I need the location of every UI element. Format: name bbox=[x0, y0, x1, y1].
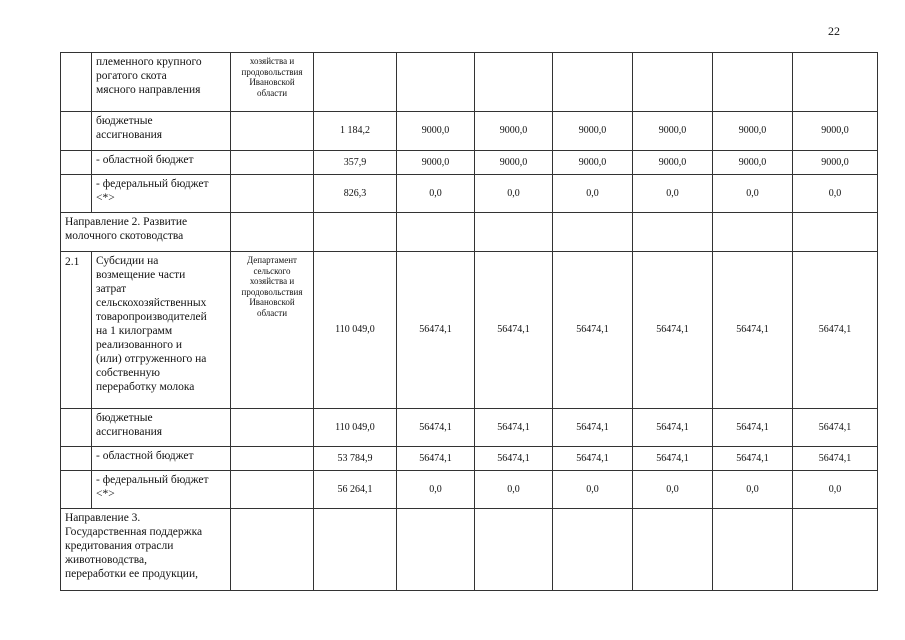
index-cell bbox=[61, 151, 92, 175]
value-cell: 1 184,2 bbox=[314, 112, 397, 151]
value-cell: 9000,0 bbox=[793, 151, 878, 175]
executor-cell bbox=[231, 112, 314, 151]
measure-name: - областной бюджет bbox=[96, 154, 194, 166]
value-cell: 56474,1 bbox=[475, 409, 553, 447]
table-row bbox=[61, 471, 878, 509]
executor-cell bbox=[231, 471, 314, 509]
value-cell: 53 784,9 bbox=[314, 447, 397, 471]
value-cell: 9000,0 bbox=[475, 151, 553, 175]
value-cell bbox=[397, 509, 475, 591]
table-row bbox=[61, 213, 878, 252]
table-row bbox=[61, 175, 878, 213]
measure-name: бюджетные ассигнования bbox=[96, 115, 163, 141]
measure-name: племенного крупного рогатого скота мясного направления bbox=[96, 56, 202, 96]
measure-name: - областной бюджет bbox=[96, 450, 194, 462]
value-cell: 56474,1 bbox=[397, 409, 475, 447]
value-cell bbox=[633, 509, 713, 591]
value-cell: 56474,1 bbox=[397, 252, 475, 409]
measure-name-cell bbox=[92, 112, 231, 151]
measure-name-cell bbox=[92, 151, 231, 175]
value-cell: 56474,1 bbox=[397, 447, 475, 471]
value-cell bbox=[475, 213, 553, 252]
executor-cell bbox=[231, 447, 314, 471]
table-row bbox=[61, 509, 878, 591]
value-cell: 9000,0 bbox=[713, 112, 793, 151]
value-cell: 56474,1 bbox=[553, 252, 633, 409]
index-cell bbox=[61, 409, 92, 447]
value-cell bbox=[793, 213, 878, 252]
measure-name: - федеральный бюджет <*> bbox=[96, 474, 209, 500]
executor-cell bbox=[231, 509, 314, 591]
executor-cell bbox=[231, 252, 314, 409]
direction-heading-cell bbox=[61, 213, 231, 252]
index-cell: 2.1 bbox=[61, 252, 92, 409]
table-row bbox=[61, 112, 878, 151]
value-cell: 56474,1 bbox=[713, 252, 793, 409]
direction-heading-cell bbox=[61, 509, 231, 591]
value-cell: 0,0 bbox=[475, 471, 553, 509]
executor-cell bbox=[231, 151, 314, 175]
value-cell: 357,9 bbox=[314, 151, 397, 175]
value-cell: 0,0 bbox=[475, 175, 553, 213]
value-cell: 0,0 bbox=[793, 175, 878, 213]
table-row bbox=[61, 53, 878, 112]
value-cell: 110 049,0 bbox=[314, 252, 397, 409]
value-cell: 0,0 bbox=[633, 471, 713, 509]
measure-name-cell bbox=[92, 53, 231, 112]
index-cell bbox=[61, 471, 92, 509]
value-cell: 56474,1 bbox=[633, 447, 713, 471]
value-cell: 110 049,0 bbox=[314, 409, 397, 447]
table-row bbox=[61, 252, 878, 409]
value-cell: 56474,1 bbox=[553, 447, 633, 471]
value-cell: 0,0 bbox=[793, 471, 878, 509]
value-cell bbox=[314, 53, 397, 112]
value-cell bbox=[314, 509, 397, 591]
executor-cell bbox=[231, 175, 314, 213]
value-cell: 0,0 bbox=[553, 175, 633, 213]
direction-heading: Направление 3. Государственная поддержка кредитования отрасли животноводства, переработки ее продукции, bbox=[65, 512, 203, 580]
value-cell bbox=[633, 53, 713, 112]
measure-name-cell bbox=[92, 409, 231, 447]
value-cell: 826,3 bbox=[314, 175, 397, 213]
value-cell: 56474,1 bbox=[713, 447, 793, 471]
value-cell: 56474,1 bbox=[713, 409, 793, 447]
value-cell: 56474,1 bbox=[633, 409, 713, 447]
executor-cell bbox=[231, 53, 314, 112]
value-cell: 56474,1 bbox=[793, 409, 878, 447]
measure-name: Субсидии на возмещение части затрат сельскохозяйственных товаропроизводителей на 1 килограмм реализованного и (или) отгруженного на собственную переработку молока bbox=[96, 255, 207, 393]
value-cell: 0,0 bbox=[397, 175, 475, 213]
value-cell: 0,0 bbox=[633, 175, 713, 213]
value-cell bbox=[314, 213, 397, 252]
executor-name: хозяйства и продовольствия Ивановской области bbox=[241, 56, 303, 98]
value-cell: 56474,1 bbox=[475, 447, 553, 471]
measure-name-cell bbox=[92, 175, 231, 213]
value-cell: 9000,0 bbox=[553, 112, 633, 151]
value-cell: 9000,0 bbox=[633, 112, 713, 151]
measure-name: бюджетные ассигнования bbox=[96, 412, 163, 438]
value-cell: 9000,0 bbox=[633, 151, 713, 175]
table-row bbox=[61, 447, 878, 471]
value-cell bbox=[553, 53, 633, 112]
value-cell: 9000,0 bbox=[713, 151, 793, 175]
value-cell: 56474,1 bbox=[633, 252, 713, 409]
measure-name-cell bbox=[92, 471, 231, 509]
value-cell: 56 264,1 bbox=[314, 471, 397, 509]
value-cell bbox=[713, 213, 793, 252]
value-cell: 9000,0 bbox=[397, 151, 475, 175]
executor-cell bbox=[231, 213, 314, 252]
value-cell bbox=[397, 213, 475, 252]
value-cell: 0,0 bbox=[553, 471, 633, 509]
value-cell: 0,0 bbox=[713, 175, 793, 213]
value-cell bbox=[553, 509, 633, 591]
index-cell bbox=[61, 112, 92, 151]
measure-name: - федеральный бюджет <*> bbox=[96, 178, 209, 204]
measure-name-cell bbox=[92, 447, 231, 471]
value-cell: 56474,1 bbox=[793, 252, 878, 409]
value-cell: 9000,0 bbox=[793, 112, 878, 151]
value-cell bbox=[397, 53, 475, 112]
value-cell bbox=[793, 53, 878, 112]
value-cell: 56474,1 bbox=[553, 409, 633, 447]
value-cell bbox=[553, 213, 633, 252]
value-cell bbox=[633, 213, 713, 252]
value-cell: 56474,1 bbox=[475, 252, 553, 409]
value-cell: 9000,0 bbox=[475, 112, 553, 151]
value-cell: 9000,0 bbox=[397, 112, 475, 151]
value-cell: 9000,0 bbox=[553, 151, 633, 175]
measure-name-cell bbox=[92, 252, 231, 409]
value-cell: 0,0 bbox=[713, 471, 793, 509]
value-cell bbox=[475, 509, 553, 591]
index-cell bbox=[61, 447, 92, 471]
value-cell bbox=[713, 509, 793, 591]
budget-table bbox=[60, 52, 878, 591]
table-row bbox=[61, 409, 878, 447]
page-number: 22 bbox=[828, 24, 840, 38]
index-cell bbox=[61, 53, 92, 112]
value-cell: 56474,1 bbox=[793, 447, 878, 471]
executor-name: Департамент сельского хозяйства и продовольствия Ивановской области bbox=[241, 255, 303, 318]
value-cell bbox=[793, 509, 878, 591]
value-cell bbox=[475, 53, 553, 112]
value-cell bbox=[713, 53, 793, 112]
executor-cell bbox=[231, 409, 314, 447]
index-cell bbox=[61, 175, 92, 213]
direction-heading: Направление 2. Развитие молочного скотоводства bbox=[65, 216, 188, 242]
table-row bbox=[61, 151, 878, 175]
value-cell: 0,0 bbox=[397, 471, 475, 509]
